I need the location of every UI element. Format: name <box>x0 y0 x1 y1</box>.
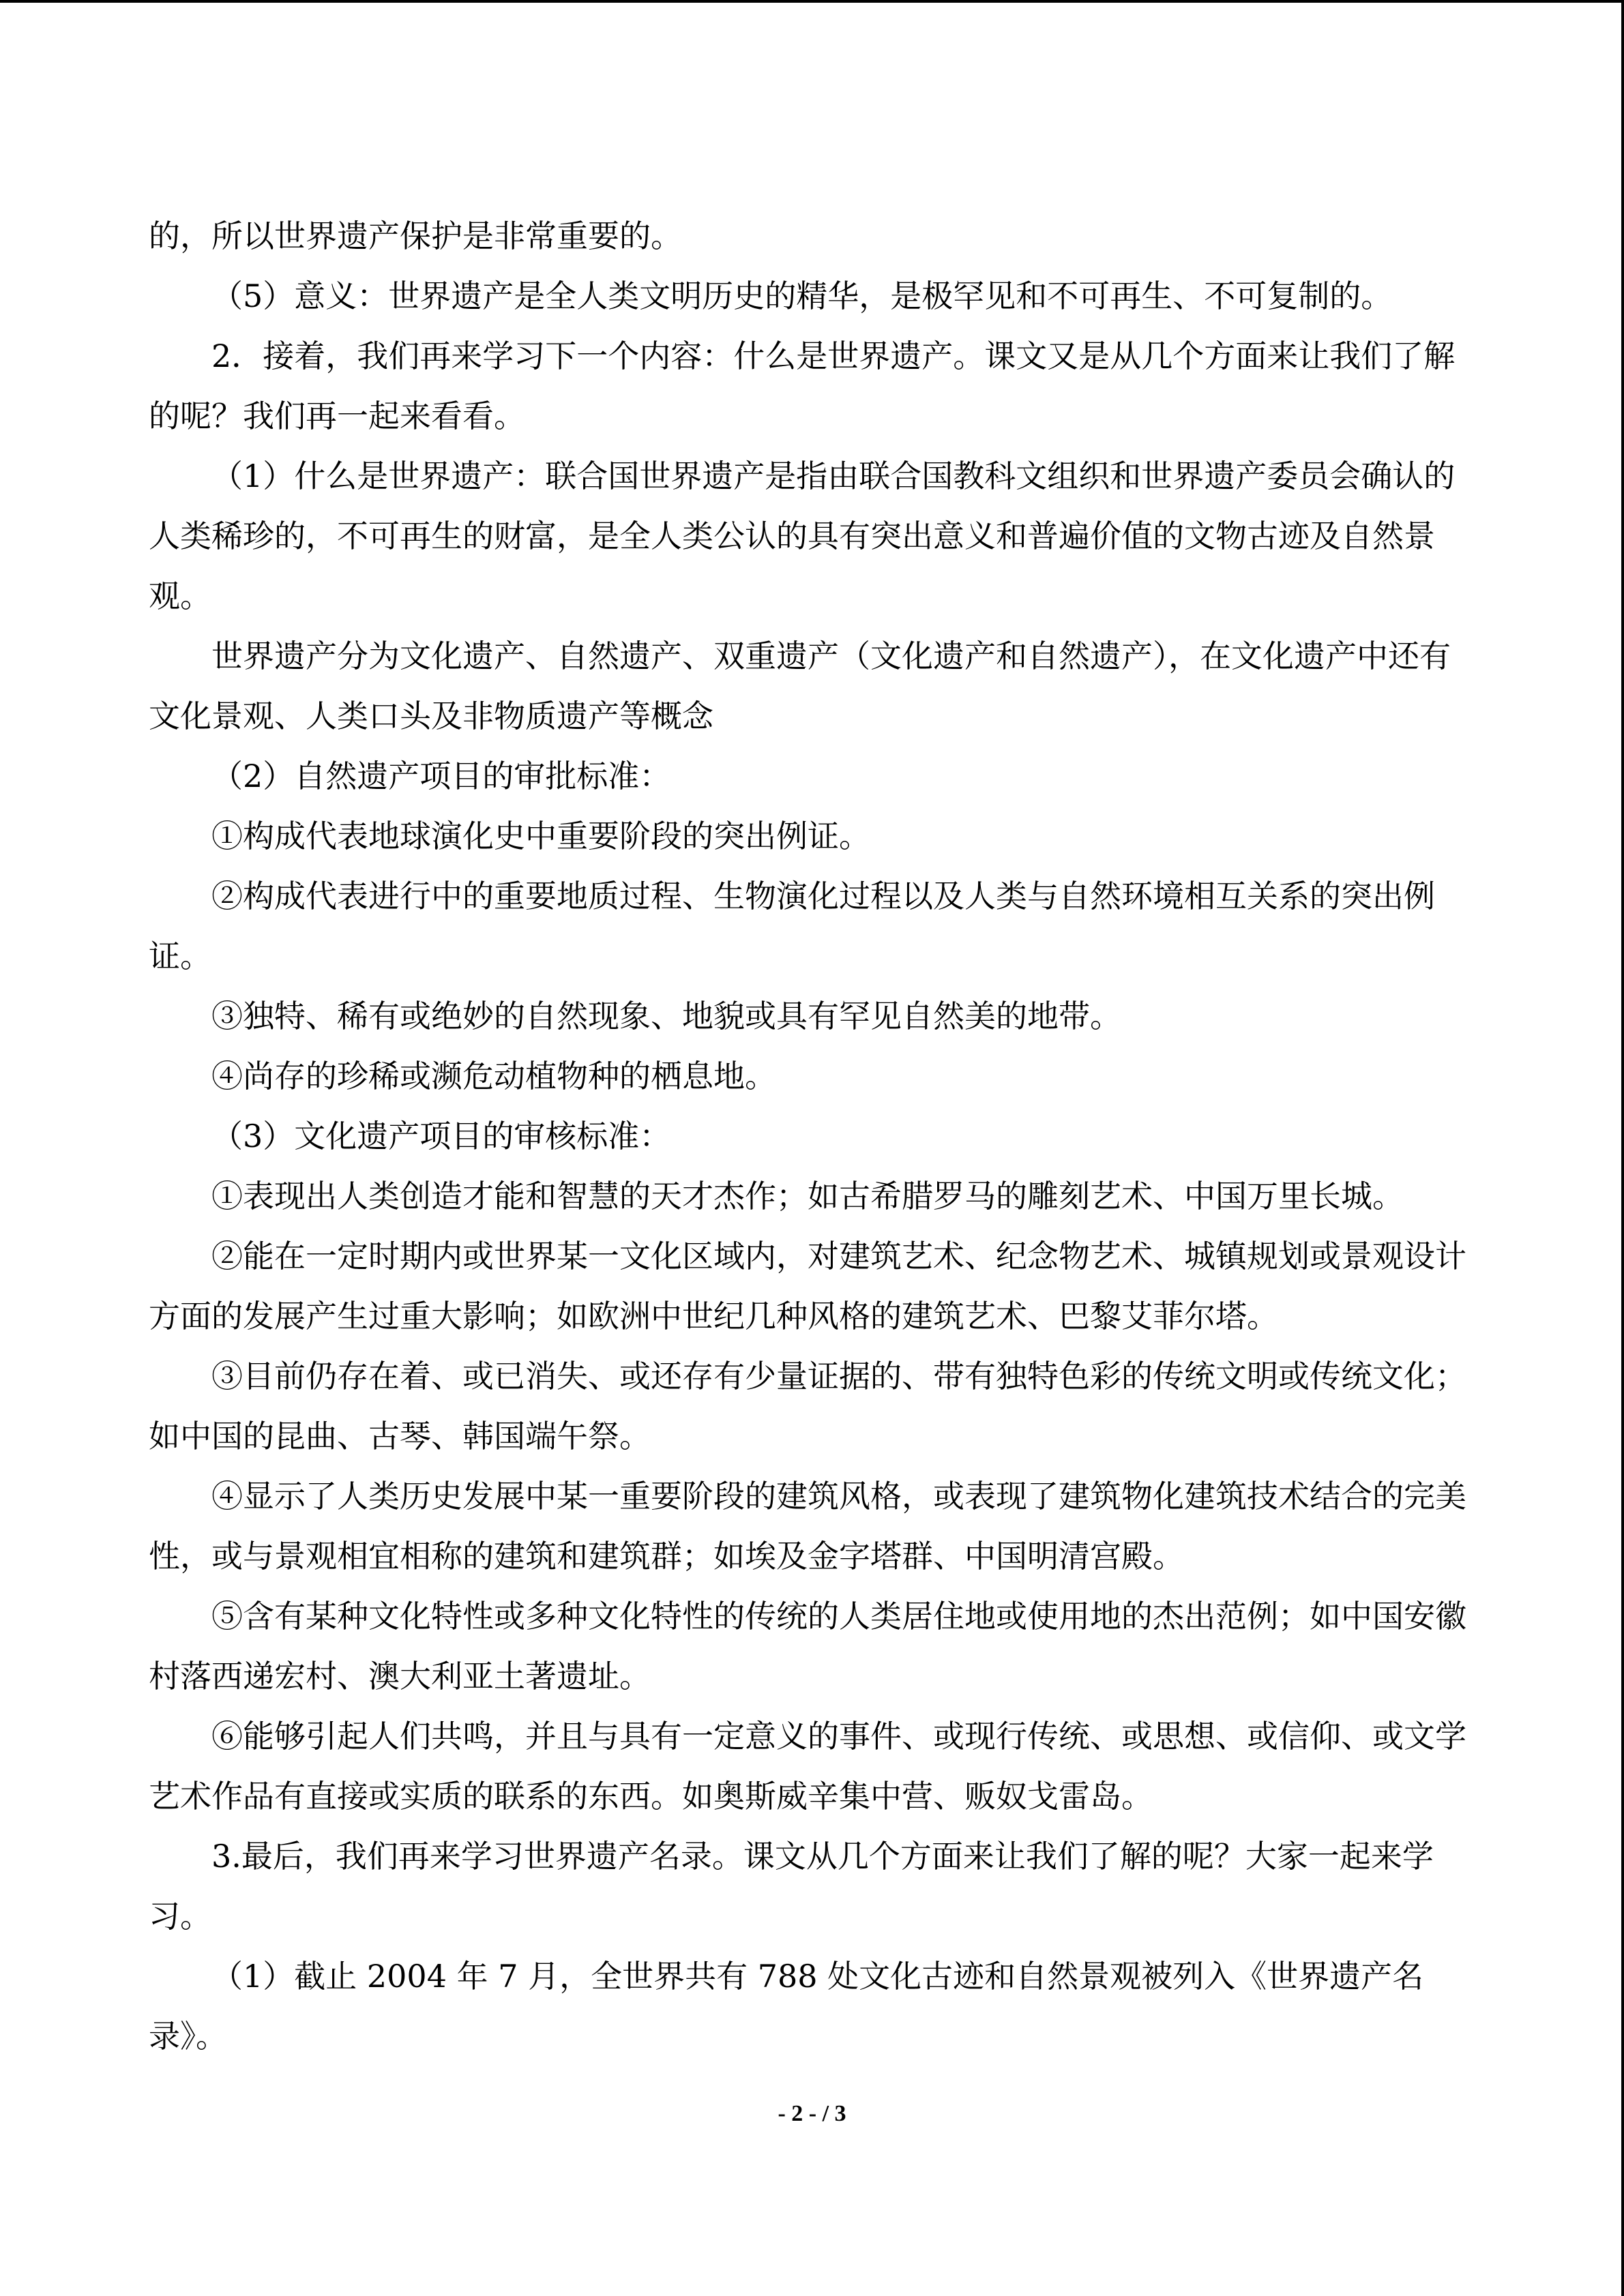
list-item-natural-2: ②构成代表进行中的重要地质过程、生物演化过程以及人类与自然环境相互关系的突出例证。 <box>149 878 1435 974</box>
paragraph-definition: （1）什么是世界遗产：联合国世界遗产是指由联合国教科文组织和世界遗产委员会确认的人类稀珍的，不可再生的财富，是全人类公认的具有突出意义和普遍价值的文物古迹及自然景观。 <box>149 458 1456 614</box>
list-item-cultural-4: ④显示了人类历史发展中某一重要阶段的建筑风格，或表现了建筑物化建筑技术结合的完美性，或与景观相宜相称的建筑和建筑群；如埃及金字塔群、中国明清宫殿。 <box>149 1478 1466 1575</box>
list-item-cultural-6: ⑥能够引起人们共鸣，并且与具有一定意义的事件、或现行传统、或思想、或信仰、或文学艺术作品有直接或实质的联系的东西。如奥斯威辛集中营、贩奴戈雷岛。 <box>149 1718 1466 1815</box>
page-number: - 2 - / 3 <box>778 2101 846 2126</box>
paragraph-categories: 世界遗产分为文化遗产、自然遗产、双重遗产（文化遗产和自然遗产），在文化遗产中还有文化景观、人类口头及非物质遗产等概念 <box>149 638 1451 734</box>
paragraph-section-3-intro: 3.最后，我们再来学习世界遗产名录。课文从几个方面来让我们了解的呢？大家一起来学习。 <box>149 1838 1434 1935</box>
list-item-natural-3: ③独特、稀有或绝妙的自然现象、地貌或具有罕见自然美的地带。 <box>211 998 1121 1034</box>
list-item-cultural-3: ③目前仍存在着、或已消失、或还存有少量证据的、带有独特色彩的传统文明或传统文化；如中国的昆曲、古琴、韩国端午祭。 <box>149 1358 1466 1455</box>
list-item-cultural-1: ①表现出人类创造才能和智慧的天才杰作；如古希腊罗马的雕刻艺术、中国万里长城。 <box>211 1178 1404 1214</box>
paragraph-significance: （5）意义：世界遗产是全人类文明历史的精华，是极罕见和不可再生、不可复制的。 <box>211 278 1393 314</box>
paragraph-section-2-intro: 2．接着，我们再来学习下一个内容：什么是世界遗产。课文又是从几个方面来让我们了解的呢？我们再一起来看看。 <box>149 338 1456 434</box>
heading-cultural-criteria: （3）文化遗产项目的审核标准： <box>211 1118 671 1154</box>
heading-natural-criteria: （2）自然遗产项目的审批标准： <box>211 758 671 794</box>
list-item-cultural-5: ⑤含有某种文化特性或多种文化特性的传统的人类居住地或使用地的杰出范例；如中国安徽村落西递宏村、澳大利亚土著遗址。 <box>149 1598 1466 1695</box>
paragraph-heritage-list-count: （1）截止 2004 年 7 月，全世界共有 788 处文化古迹和自然景观被列入《世界遗产名录》。 <box>149 1958 1424 2055</box>
paragraph-continuation: 的，所以世界遗产保护是非常重要的。 <box>149 218 682 254</box>
list-item-natural-4: ④尚存的珍稀或濒危动植物种的栖息地。 <box>211 1058 776 1094</box>
list-item-natural-1: ①构成代表地球演化史中重要阶段的突出例证。 <box>211 818 870 854</box>
page-border-top <box>0 0 1624 3</box>
page-border-right <box>1621 0 1624 2296</box>
document-body <box>149 206 1475 2066</box>
list-item-cultural-2: ②能在一定时期内或世界某一文化区域内，对建筑艺术、纪念物艺术、城镇规划或景观设计方面的发展产生过重大影响；如欧洲中世纪几种风格的建筑艺术、巴黎艾菲尔塔。 <box>149 1238 1466 1335</box>
